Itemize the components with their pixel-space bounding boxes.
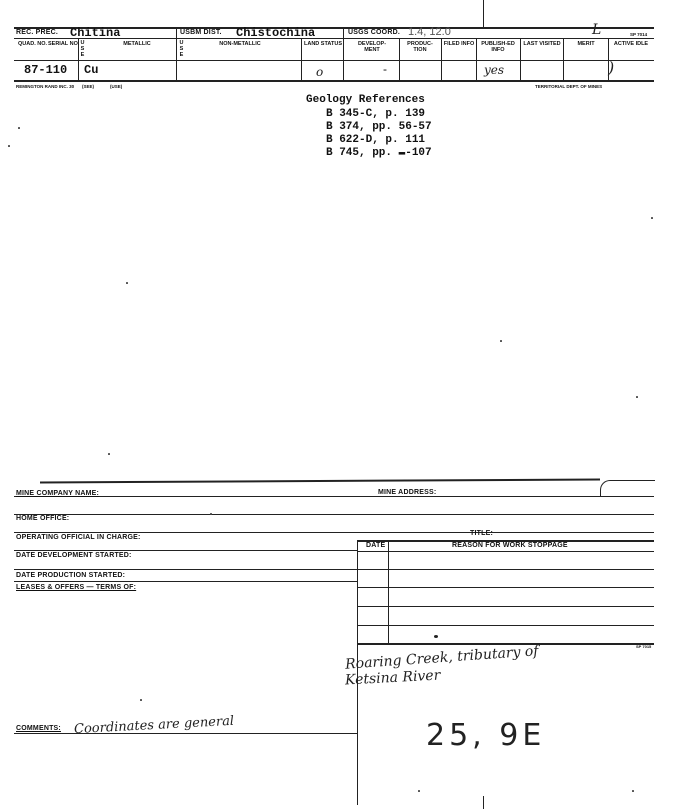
form-number-bottom: SP 7015 (636, 644, 652, 649)
form-number-top: SP 7014 (630, 32, 648, 37)
published-info-value: yes (484, 63, 505, 77)
code-use: (USE) (110, 84, 123, 89)
speck (636, 396, 638, 398)
col-non-metallic: NON-METALLIC (219, 41, 261, 47)
usbm-dist-value: Chistochina (236, 26, 316, 40)
speck (418, 790, 420, 792)
title-label: TITLE: (470, 530, 493, 537)
reference-item: B 622-D, p. 111 (326, 134, 426, 146)
date-col-header: DATE (366, 542, 386, 549)
usgs-coord-value: 1.4, 12.0 (408, 26, 451, 38)
ink-blot (434, 635, 438, 638)
col-production: PRODUC-TION (407, 41, 433, 53)
col-use-1: U S E (80, 40, 85, 58)
speck (632, 790, 634, 792)
reference-item: B 345-C, p. 139 (326, 108, 426, 120)
date-development-started-label: DATE DEVELOPMENT STARTED: (16, 552, 132, 559)
col-metallic: METALLIC (123, 41, 151, 47)
speck (210, 513, 212, 515)
reference-item: B 374, pp. 56-57 (326, 121, 432, 133)
land-status-value: o (316, 65, 324, 79)
home-office-label: HOME OFFICE: (16, 515, 70, 522)
usbm-dist-label: USBM DIST. (180, 29, 222, 36)
quad-serial-value: 87-110 (24, 63, 68, 77)
date-production-started-label: DATE PRODUCTION STARTED: (16, 572, 126, 579)
col-quad-no: QUAD. NO. (18, 41, 48, 47)
code-see: (SEE) (82, 84, 95, 89)
references-title: Geology References (306, 94, 425, 106)
handwritten-number: 25, 9E (426, 718, 546, 753)
col-development: DEVELOP-MENT (357, 41, 387, 53)
speck (126, 282, 128, 284)
usgs-coord-label: USGS COORD. (348, 29, 400, 36)
col-active-idle: ACTIVE IDLE (613, 41, 649, 47)
mine-address-label: MINE ADDRESS: (378, 489, 437, 496)
leases-offers-label: LEASES & OFFERS — TERMS OF: (16, 584, 137, 591)
rec-prec-label: REC. PREC. (16, 29, 59, 36)
department-imprint: TERRITORIAL DEPT. OF MINES (535, 84, 603, 89)
col-published-info: PUBLISH-ED INFO (481, 41, 515, 53)
mine-company-name-label: MINE COMPANY NAME: (16, 490, 100, 497)
printer-imprint: REMINGTON RAND INC. 30 (16, 84, 75, 89)
metallic-value: Cu (84, 63, 99, 77)
col-serial-no: SERIAL NO. (48, 41, 80, 47)
reason-col-header: REASON FOR WORK STOPPAGE (452, 542, 568, 549)
comments-label: COMMENTS: (16, 725, 61, 732)
rec-prec-value: Chitina (70, 26, 121, 40)
active-idle-value: ) (608, 58, 615, 77)
col-land-status: LAND STATUS (304, 41, 342, 47)
col-last-visited: LAST VISITED (523, 41, 561, 47)
location-note-line2: Ketsina River (344, 667, 441, 689)
development-value: - (383, 62, 387, 76)
comments-value: Coordinates are general (73, 713, 235, 738)
speck (651, 217, 653, 219)
speck (500, 340, 502, 342)
operating-official-label: OPERATING OFFICIAL IN CHARGE: (16, 534, 141, 541)
speck (108, 453, 110, 455)
corner-mark: L (592, 22, 602, 38)
reference-item: B 745, pp. ▬-107 (326, 147, 432, 159)
speck (140, 699, 142, 701)
col-use-2: U S E (179, 40, 184, 58)
col-merit: MERIT (577, 41, 595, 47)
location-note-line1: Roaring Creek, tributary of (344, 643, 540, 673)
speck (18, 127, 20, 129)
speck (8, 145, 10, 147)
col-filed-info: FILED INFO (443, 41, 475, 47)
